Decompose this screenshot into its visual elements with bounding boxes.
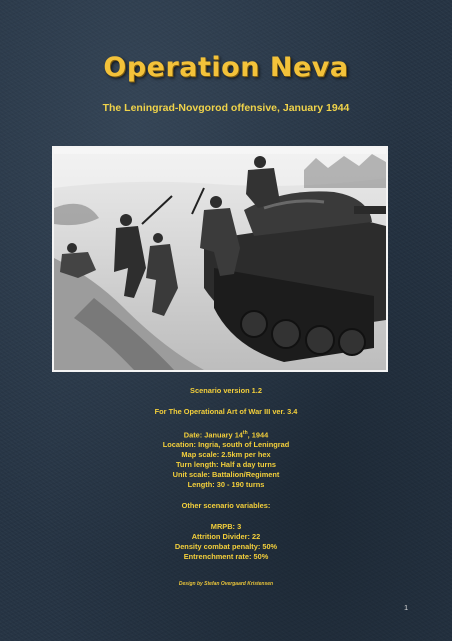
photo-image bbox=[54, 148, 386, 370]
document-title: Operation Neva bbox=[103, 52, 349, 83]
density-penalty: Density combat penalty: 50% bbox=[174, 542, 278, 552]
entrenchment-rate: Entrenchment rate: 50% bbox=[183, 552, 269, 562]
attrition-divider: Attrition Divider: 22 bbox=[191, 532, 261, 542]
game-version: For The Operational Art of War III ver. 3.4 bbox=[154, 407, 298, 416]
scenario-date bbox=[0, 428, 452, 440]
cover-photo bbox=[52, 146, 388, 372]
other-variables-heading: Other scenario variables: bbox=[181, 501, 271, 511]
scenario-info bbox=[0, 386, 452, 562]
unit-scale: Unit scale: Battalion/Regiment bbox=[172, 470, 280, 480]
page-number: 1 bbox=[404, 603, 409, 612]
scenario-version: Scenario version 1.2 bbox=[190, 386, 262, 395]
document-subtitle: The Leningrad-Novgorod offensive, January 1944 bbox=[102, 102, 350, 114]
scenario-location: Location: Ingria, south of Leningrad bbox=[162, 440, 290, 450]
date-suffix-sup: th bbox=[242, 430, 248, 436]
mrpb: MRPB: 3 bbox=[210, 522, 242, 532]
turn-length: Turn length: Half a day turns bbox=[175, 460, 277, 470]
scenario-length: Length: 30 - 190 turns bbox=[187, 480, 265, 490]
map-scale: Map scale: 2.5km per hex bbox=[181, 450, 271, 460]
date-prefix: Date: January 14 bbox=[183, 430, 243, 440]
date-year: , 1944 bbox=[247, 430, 269, 440]
design-credit: Design by Stefan Overgaard Kristensen bbox=[178, 581, 274, 587]
